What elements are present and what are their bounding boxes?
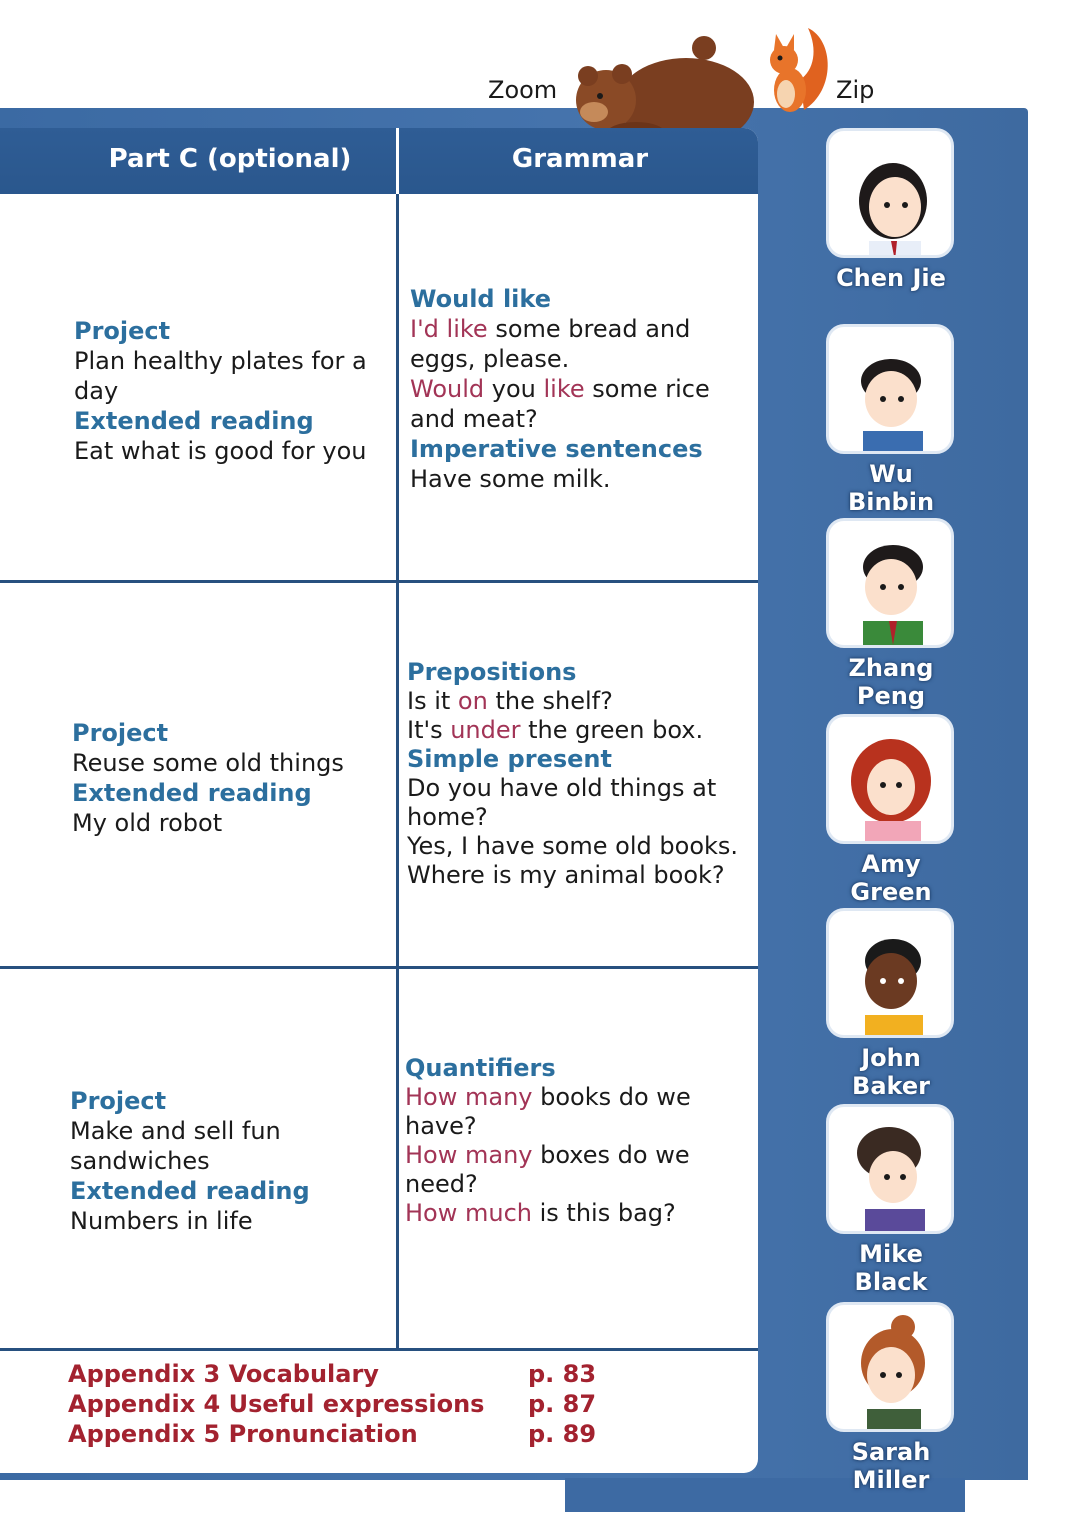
column-divider xyxy=(396,194,399,1350)
grammar-text: you xyxy=(484,375,544,403)
girl-portrait-icon xyxy=(826,714,954,844)
character-wu-binbin xyxy=(826,324,956,516)
row-divider xyxy=(0,580,758,583)
grammar-text: the shelf? xyxy=(487,687,613,715)
grammar-text: boxes do we need? xyxy=(405,1141,690,1198)
grammar-text: some rice and meat? xyxy=(410,375,710,433)
row-1-grammar xyxy=(410,284,710,494)
extended-reading-text: Numbers in life xyxy=(70,1207,253,1235)
character-name: Mike Black xyxy=(854,1240,928,1296)
row-3-grammar xyxy=(405,1054,705,1228)
row-2-grammar xyxy=(407,658,747,890)
grammar-topic: Quantifiers xyxy=(405,1054,556,1082)
row-divider xyxy=(0,1348,758,1351)
character-name: John Baker xyxy=(852,1044,930,1100)
row-3-part-c xyxy=(70,1086,370,1236)
extended-reading-label: Extended reading xyxy=(72,779,312,807)
grammar-example xyxy=(405,1083,705,1141)
grammar-highlight: under xyxy=(450,716,521,744)
extended-reading-text: Eat what is good for you xyxy=(74,437,367,465)
boy-portrait-icon xyxy=(826,908,954,1038)
character-sarah-miller xyxy=(826,1302,956,1494)
grammar-highlight: How many xyxy=(405,1141,533,1169)
girl-portrait-icon xyxy=(826,128,954,258)
character-amy-green xyxy=(826,714,956,906)
grammar-highlight: I'd like xyxy=(410,315,488,343)
appendix-4-page: p. 87 xyxy=(528,1390,597,1418)
character-chen-jie xyxy=(826,128,956,292)
girl-portrait-icon xyxy=(826,1302,954,1432)
appendix-5-label: Appendix 5 Pronunciation xyxy=(68,1420,418,1448)
appendix-3-page: p. 83 xyxy=(528,1360,597,1388)
zip-label: Zip xyxy=(836,76,875,104)
header-part-c: Part C (optional) xyxy=(108,144,352,174)
grammar-example xyxy=(410,314,710,374)
extended-reading-label: Extended reading xyxy=(74,407,314,435)
grammar-highlight: like xyxy=(543,375,585,403)
grammar-example xyxy=(407,716,747,745)
project-text: Make and sell fun sandwiches xyxy=(70,1117,281,1175)
character-name: Sarah Miller xyxy=(851,1438,931,1494)
header-grammar: Grammar xyxy=(511,144,649,174)
character-name: Zhang Peng xyxy=(848,654,934,710)
project-label: Project xyxy=(74,317,171,345)
grammar-highlight: How much xyxy=(405,1199,532,1227)
header-divider xyxy=(396,128,399,194)
character-mike-black xyxy=(826,1104,956,1296)
grammar-highlight: Would xyxy=(410,375,485,403)
grammar-example xyxy=(405,1199,705,1228)
extended-reading-label: Extended reading xyxy=(70,1177,310,1205)
grammar-example: Do you have old things at home? xyxy=(407,774,717,831)
project-label: Project xyxy=(70,1087,167,1115)
grammar-text: books do we have? xyxy=(405,1083,691,1140)
grammar-example: Have some milk. xyxy=(410,465,611,493)
grammar-topic: Simple present xyxy=(407,745,612,773)
character-name: Amy Green xyxy=(850,850,932,906)
row-2-part-c xyxy=(72,718,382,838)
project-text: Plan healthy plates for a day xyxy=(74,347,367,405)
grammar-topic: Would like xyxy=(410,285,551,313)
grammar-topic: Imperative sentences xyxy=(410,435,703,463)
zoom-label: Zoom xyxy=(488,76,558,104)
character-john-baker xyxy=(826,908,956,1100)
appendix-3-label: Appendix 3 Vocabulary xyxy=(68,1360,379,1388)
project-label: Project xyxy=(72,719,169,747)
boy-portrait-icon xyxy=(826,324,954,454)
grammar-highlight: on xyxy=(457,687,488,715)
table-header xyxy=(0,128,758,194)
appendix-4-label: Appendix 4 Useful expressions xyxy=(68,1390,485,1418)
grammar-highlight: How many xyxy=(405,1083,533,1111)
appendix-5-page: p. 89 xyxy=(528,1420,597,1448)
row-1-part-c xyxy=(74,316,384,466)
grammar-text: Is it xyxy=(407,687,458,715)
row-divider xyxy=(0,966,758,969)
grammar-example: Yes, I have some old books. xyxy=(407,832,739,860)
character-zhang-peng xyxy=(826,518,956,710)
character-name: Wu Binbin xyxy=(847,460,935,516)
squirrel-mascot-icon xyxy=(756,20,836,120)
grammar-text: some bread and eggs, please. xyxy=(410,315,691,373)
grammar-example: Where is my animal book? xyxy=(407,861,725,889)
grammar-example xyxy=(407,687,747,716)
grammar-text: It's xyxy=(407,716,451,744)
grammar-text: the green box. xyxy=(520,716,704,744)
grammar-text: is this bag? xyxy=(531,1199,676,1227)
grammar-example xyxy=(405,1141,705,1199)
boy-portrait-icon xyxy=(826,1104,954,1234)
grammar-example xyxy=(410,374,710,434)
grammar-topic: Prepositions xyxy=(407,658,577,686)
project-text: Reuse some old things xyxy=(72,749,344,777)
boy-portrait-icon xyxy=(826,518,954,648)
character-name: Chen Jie xyxy=(836,264,946,292)
syllabus-table xyxy=(0,128,758,1473)
extended-reading-text: My old robot xyxy=(72,809,223,837)
